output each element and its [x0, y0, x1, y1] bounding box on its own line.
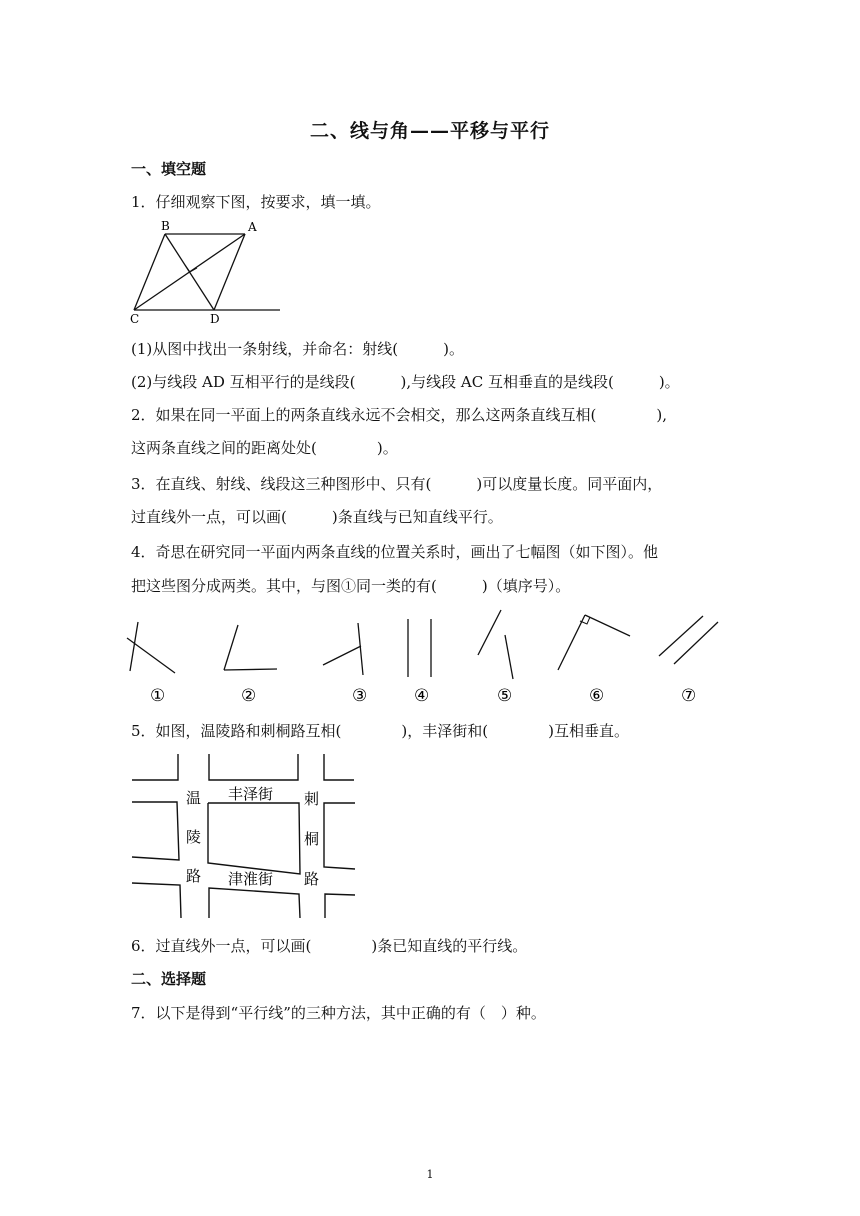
question-1-part-1: (1)从图中找出一条射线，并命名：射线( )。	[131, 340, 464, 358]
label-c: C	[130, 312, 140, 326]
question-1-part-2: (2)与线段 AD 互相平行的是线段( ),与线段 AC 互相垂直的是线段( )。	[131, 373, 680, 391]
question-2-line-2: 这两条直线之间的距离处处( )。	[131, 439, 398, 457]
figure-6	[558, 615, 630, 670]
street-label-fengze: 丰泽街	[228, 785, 274, 803]
page-title: 二、线与角——平移与平行	[309, 120, 550, 142]
question-2-line-1: 2．如果在同一平面上的两条直线永远不会相交，那么这两条直线互相( ),	[131, 406, 668, 424]
label-d: D	[210, 312, 220, 326]
question-6: 6．过直线外一点，可以画( )条已知直线的平行线。	[131, 937, 528, 955]
question-4-line-1: 4．奇思在研究同一平面内两条直线的位置关系时，画出了七幅图（如下图）。他	[131, 543, 659, 561]
question-4-line-2: 把这些图分成两类。其中，与图①同一类的有( )（填序号）。	[131, 577, 571, 595]
road-label-ci: 刺	[304, 790, 320, 808]
figure-7	[659, 616, 718, 664]
figure-number-5: ⑤	[497, 686, 513, 705]
figure-5	[478, 610, 513, 679]
road-label-tong: 桐	[304, 830, 320, 848]
figure-number-3: ③	[352, 686, 368, 705]
road-label-lu-left: 路	[186, 867, 202, 885]
figure-number-7: ⑦	[681, 686, 697, 705]
figure-2	[224, 625, 277, 670]
road-label-lu-right: 路	[304, 870, 320, 888]
figure-4	[408, 619, 431, 677]
question-1: 1．仔细观察下图，按要求，填一填。	[131, 193, 381, 211]
q1-parallelogram-figure	[128, 218, 288, 328]
figure-number-4: ④	[414, 686, 430, 705]
question-3-line-1: 3．在直线、射线、线段这三种图形中、只有( )可以度量长度。同平面内，	[131, 475, 663, 493]
figure-number-1: ①	[150, 686, 166, 705]
figure-3	[323, 623, 363, 675]
label-b: B	[161, 219, 170, 233]
figure-number-6: ⑥	[589, 686, 605, 705]
road-label-wen: 温	[186, 789, 202, 807]
street-label-jinhuai: 津淮街	[228, 870, 274, 888]
road-label-ling: 陵	[186, 828, 202, 846]
page-number: 1	[426, 1168, 434, 1181]
question-3-line-2: 过直线外一点，可以画( )条直线与已知直线平行。	[131, 508, 503, 526]
section-heading-multiple-choice: 二、选择题	[131, 970, 207, 988]
question-7: 7．以下是得到“平行线”的三种方法，其中正确的有（ ）种。	[131, 1004, 546, 1022]
q4-line-figures	[120, 605, 740, 705]
q5-street-map	[128, 750, 363, 922]
figure-number-2: ②	[241, 686, 257, 705]
section-heading-fill-in: 一、填空题	[131, 160, 207, 178]
question-5: 5．如图，温陵路和刺桐路互相( )，丰泽街和( )互相垂直。	[131, 722, 629, 740]
label-a: A	[248, 220, 257, 234]
figure-1	[127, 622, 175, 673]
